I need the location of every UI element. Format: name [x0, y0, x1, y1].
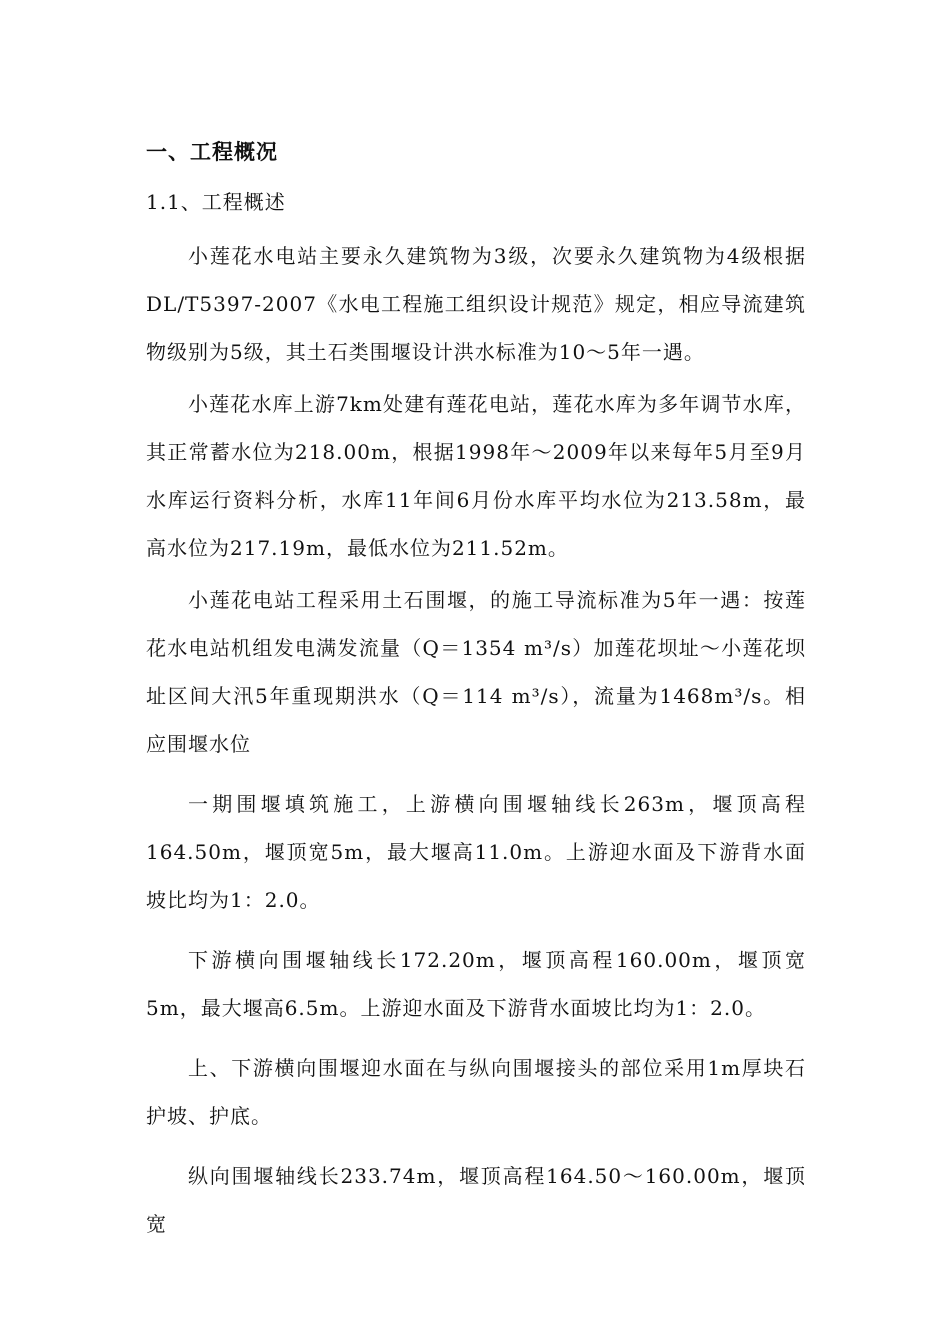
- paragraph-diversion-standard: 小莲花电站工程采用土石围堰，的施工导流标准为5年一遇：按莲花水电站机组发电满发流量（Q＝1354 m³/s）加莲花坝址～小莲花坝址区间大汛5年重现期洪水（Q＝114 m³/s），流量为1468m³/s。相应围堰水位: [146, 588, 806, 756]
- paragraph-upstream-cofferdam: 一期围堰填筑施工，上游横向围堰轴线长263m，堰顶高程164.50m，堰顶宽5m，最大堰高11.0m。上游迎水面及下游背水面坡比均为1：2.0。: [146, 792, 806, 912]
- paragraph-structure-grade: 小莲花水电站主要永久建筑物为3级，次要永久建筑物为4级根据DL/T5397-2007《水电工程施工组织设计规范》规定，相应导流建筑物级别为5级，其土石类围堰设计洪水标准为10～5年一遇。: [146, 244, 806, 364]
- paragraph-slope-protection: 上、下游横向围堰迎水面在与纵向围堰接头的部位采用1m厚块石护坡、护底。: [146, 1056, 806, 1128]
- section-heading: 一、工程概况: [146, 140, 278, 164]
- document-body: [146, 132, 806, 1248]
- paragraph-downstream-cofferdam: 下游横向围堰轴线长172.20m，堰顶高程160.00m，堰顶宽5m，最大堰高6.5m。上游迎水面及下游背水面坡比均为1：2.0。: [146, 948, 806, 1020]
- paragraph-reservoir-levels: 小莲花水库上游7km处建有莲花电站，莲花水库为多年调节水库，其正常蓄水位为218.00m，根据1998年～2009年以来每年5月至9月水库运行资料分析，水库11年间6月份水库平均水位为213.58m，最高水位为217.19m，最低水位为211.52m。: [146, 392, 806, 560]
- paragraph-longitudinal-cofferdam: 纵向围堰轴线长233.74m，堰顶高程164.50～160.00m，堰顶宽: [146, 1164, 806, 1236]
- subsection-heading: 1.1、工程概述: [146, 190, 286, 214]
